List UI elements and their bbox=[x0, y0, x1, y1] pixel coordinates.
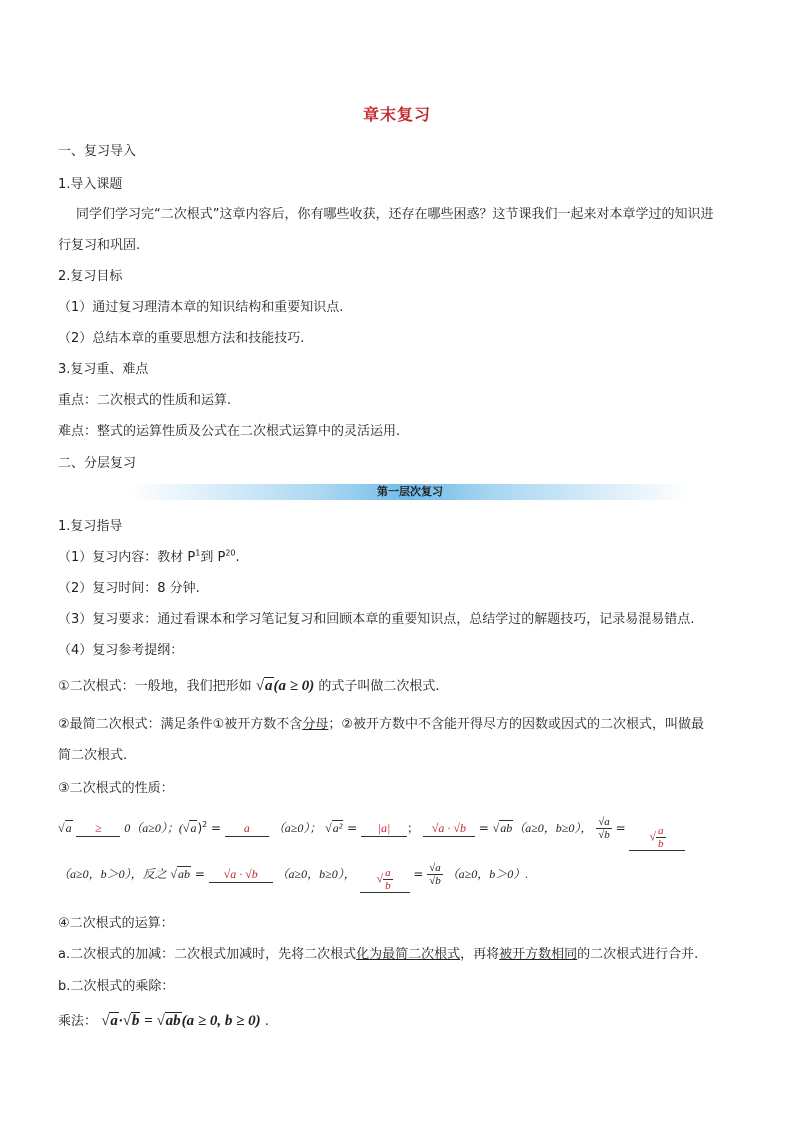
subheading-review-guide: 1.复习指导 bbox=[58, 519, 123, 534]
level-banner-label: 第一层次复习 bbox=[377, 485, 443, 498]
subheading-review-goals: 2.复习目标 bbox=[58, 269, 123, 284]
outline-item-2-line1: ②最简二次根式：满足条件①被开方数不含分母；②被开方数中不含能开得尽方的因数或因式的二次根式，叫做最 bbox=[58, 717, 704, 732]
intro-paragraph-line1: 同学们学习完“二次根式”这章内容后，你有哪些收获，还存在哪些困惑？这节课我们一起来对本章学过的知识进 bbox=[76, 207, 714, 222]
guide-content: （1）复习内容：教材 $P^1$到 $P^{20}$. bbox=[58, 548, 240, 565]
multiplication-division-heading: b.二次根式的乘除： bbox=[58, 979, 175, 994]
subheading-intro-topic: 1.导入课题 bbox=[58, 177, 123, 192]
answer-blank-2: a bbox=[225, 821, 269, 837]
level-banner bbox=[130, 484, 690, 500]
multiplication-rule: 乘法： √a·√b = √ab(a ≥ 0, b ≥ 0) . bbox=[58, 1013, 269, 1029]
sqrt-a-formula: √a(a ≥ 0) bbox=[255, 678, 315, 694]
page-title: 章末复习 bbox=[362, 105, 431, 124]
intro-paragraph-line2: 行复习和巩固. bbox=[58, 238, 141, 253]
properties-line-1: √a ≥ 0（a≥0）；$(√a)^2 = a$ （a≥0）； √a² = |a| ； √a · √b = √ab（a≥0，b≥0）， $\frac{√a}{√b}$ = √ $\frac{a}{b}$ bbox=[58, 816, 685, 843]
guide-outline: （4）复习参考提纲： bbox=[58, 643, 184, 658]
outline-item-2-line2: 简二次根式. bbox=[58, 748, 128, 763]
key-point: 重点：二次根式的性质和运算. bbox=[58, 393, 232, 408]
goal-item-1: （1）通过复习理清本章的知识结构和重要知识点. bbox=[58, 300, 344, 315]
outline-item-3: ③二次根式的性质： bbox=[58, 781, 174, 796]
section-heading-review-intro: 一、复习导入 bbox=[58, 144, 137, 159]
subheading-key-points: 3.复习重、难点 bbox=[58, 362, 149, 377]
answer-blank-5: √ $\frac{a}{b}$ bbox=[629, 825, 685, 851]
properties-line-2: （a≥0，b＞0），反之 √ab = √a · √b （a≥0，b≥0）， √ $\frac{a}{b}$ = $\frac{√a}{√b}$ （a≥0，b＞0）. bbox=[58, 862, 529, 892]
answer-blank-3: |a| bbox=[361, 821, 407, 837]
outline-item-1: ①二次根式：一般地，我们把形如 √a(a ≥ 0) 的式子叫做二次根式. bbox=[58, 678, 440, 694]
answer-blank-7: √ $\frac{a}{b}$ bbox=[360, 867, 410, 893]
answer-blank-1: ≥ bbox=[76, 821, 120, 837]
section-heading-layered-review: 二、分层复习 bbox=[58, 456, 137, 471]
guide-time: （2）复习时间：8 分钟. bbox=[58, 581, 200, 596]
addition-rule: a.二次根式的加减：二次根式加减时，先将二次根式化为最简二次根式，再将被开方数相同的二次根式进行合并. bbox=[58, 947, 699, 962]
guide-requirement: （3）复习要求：通过看课本和学习笔记复习和回顾本章的重要知识点，总结学过的解题技巧，记录易混易错点. bbox=[58, 612, 695, 627]
goal-item-2: （2）总结本章的重要思想方法和技能技巧. bbox=[58, 331, 305, 346]
answer-blank-6: √a · √b bbox=[209, 867, 273, 883]
answer-blank-4: √a · √b bbox=[423, 821, 475, 837]
difficulty-point: 难点：整式的运算性质及公式在二次根式运算中的灵活运用. bbox=[58, 424, 401, 439]
outline-item-4: ④二次根式的运算： bbox=[58, 916, 174, 931]
